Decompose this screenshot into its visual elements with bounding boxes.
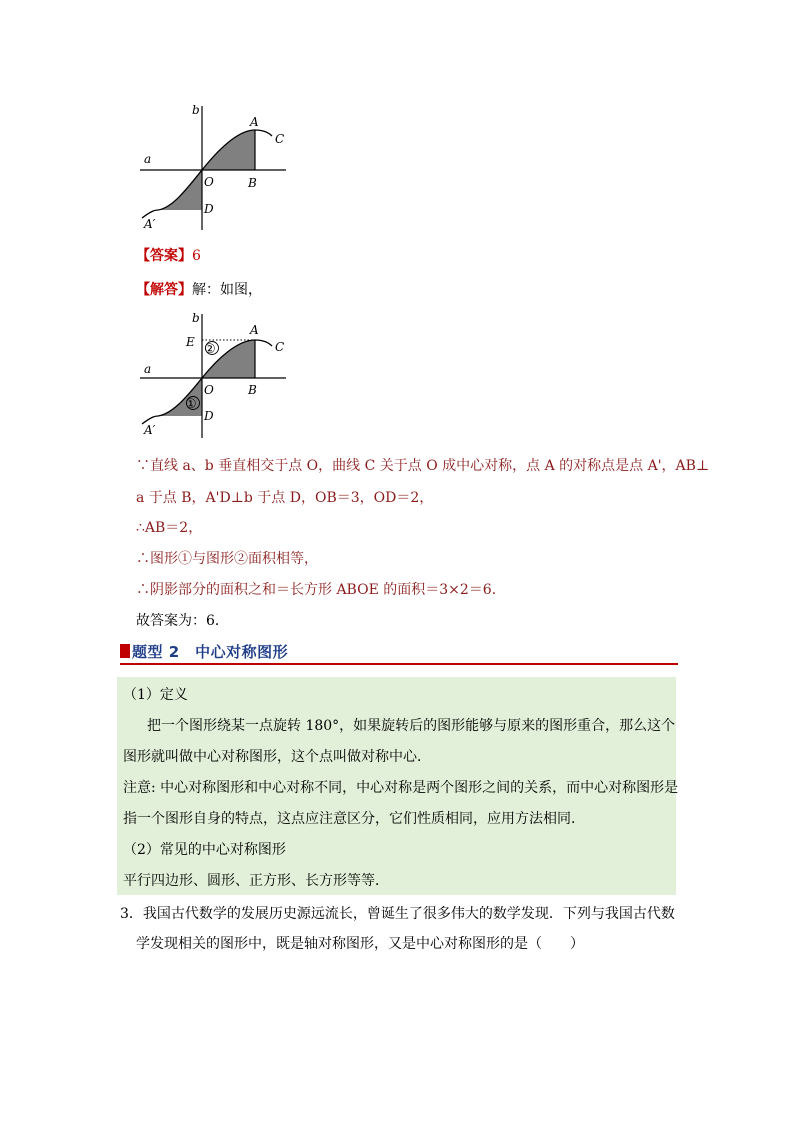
definition-line-2: 图形就叫做中心对称图形，这个点叫做对称中心． <box>123 749 431 765</box>
figure-1-diagram <box>138 100 290 232</box>
common-shapes-line: 平行四边形、圆形、正方形、长方形等等． <box>123 873 389 889</box>
label-D: D <box>204 202 214 216</box>
figure-2-diagram <box>138 308 290 440</box>
shaded-region-left <box>158 170 202 210</box>
label-A-prime: A′ <box>144 423 156 437</box>
label-a: a <box>144 152 152 166</box>
label-a: a <box>144 362 152 376</box>
reasoning-line-5: ∴阴影部分的面积之和＝长方形 ABOE 的面积＝3×2＝6． <box>136 582 506 598</box>
label-A-prime: A′ <box>144 217 156 231</box>
note-line-1: 注意: 中心对称图形和中心对称不同，中心对称是两个图形之间的关系，而中心对称图形是 <box>123 780 679 796</box>
label-b: b <box>192 311 200 325</box>
label-E: E <box>186 335 195 349</box>
solution-bracket: 【解答】 <box>136 282 192 298</box>
answer-bracket: 【答案】 <box>136 248 192 264</box>
question-3-line-1: 3．我国古代数学的发展历史源远流长，曾诞生了很多伟大的数学发现．下列与我国古代数 <box>120 906 675 922</box>
section-heading <box>120 640 288 662</box>
label-O: O <box>204 383 214 397</box>
answer-line <box>136 246 201 266</box>
label-circle-1: ① <box>185 397 197 412</box>
label-b: b <box>192 103 200 117</box>
label-C: C <box>275 132 285 146</box>
figure-2 <box>138 308 290 440</box>
conclusion-line: 故答案为：6． <box>136 613 229 629</box>
solution-intro: 解：如图， <box>192 282 262 298</box>
question-3-line-2: 学发现相关的图形中，既是轴对称图形，又是中心对称图形的是（ ） <box>136 936 584 952</box>
label-B: B <box>248 176 257 190</box>
knowledge-box <box>117 677 679 895</box>
definition-line-1: 把一个图形绕某一点旋转 180°，如果旋转后的图形能够与原来的图形重合，那么这个 <box>147 718 676 734</box>
definition-heading: （1）定义 <box>123 687 188 703</box>
common-shapes-heading: （2）常见的中心对称图形 <box>123 842 286 858</box>
heading-marker <box>120 644 130 658</box>
label-A: A <box>250 115 259 129</box>
shaded-region-right <box>202 130 255 170</box>
reasoning-line-3: ∴AB＝2， <box>136 520 203 536</box>
solution-line <box>136 280 262 300</box>
reasoning-line-1: ∵直线 a、b 垂直相交于点 O，曲线 C 关于点 O 成中心对称，点 A 的对称点是点 A'，AB⊥ <box>136 458 710 474</box>
label-D: D <box>204 409 214 423</box>
label-circle-2: ② <box>204 342 216 357</box>
label-B: B <box>248 383 257 397</box>
reasoning-line-2: a 于点 B，A'D⊥b 于点 D，OB＝3，OD＝2， <box>136 490 434 506</box>
label-A: A <box>250 323 259 337</box>
reasoning-line-4: ∴图形①与图形②面积相等， <box>136 551 318 567</box>
note-line-2: 指一个图形自身的特点，这点应注意区分，它们性质相同，应用方法相同． <box>123 811 585 827</box>
section-title: 题型 2 中心对称图形 <box>132 642 289 661</box>
heading-underline <box>120 663 678 665</box>
answer-value: 6 <box>192 248 201 264</box>
label-O: O <box>204 175 214 189</box>
figure-1 <box>138 100 290 232</box>
label-C: C <box>275 340 285 354</box>
